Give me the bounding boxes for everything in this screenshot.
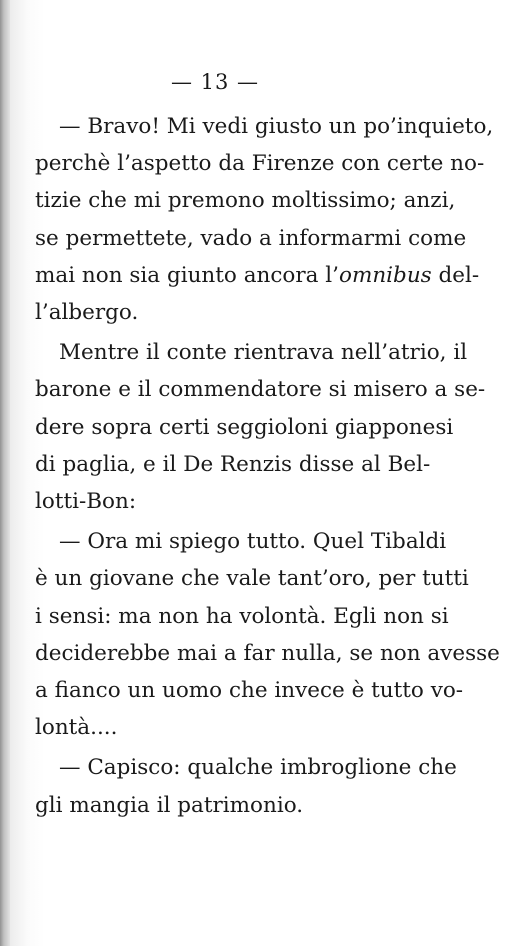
text-line: l’albergo.	[35, 300, 139, 326]
text-line: — Ora mi spiego tutto. Quel Tibaldi	[59, 529, 447, 555]
paragraph-4	[35, 749, 457, 823]
text-segment: del-	[431, 262, 480, 288]
page-binding-edge	[0, 0, 10, 946]
text-line: — Bravo! Mi vedi giusto un po’inquieto,	[59, 114, 494, 139]
body-text	[35, 108, 500, 824]
paragraph-2	[35, 334, 486, 520]
text-line: perchè l’aspetto da Firenze con certe no-	[35, 151, 485, 177]
text-line: lotti-Bon:	[35, 489, 137, 515]
text-line: di paglia, e il De Renzis disse al Bel-	[35, 451, 431, 477]
text-line: gli mangia il patrimonio.	[35, 792, 304, 818]
text-line: Mentre il conte rientrava nell’atrio, il	[59, 340, 468, 366]
text-line: — Capisco: qualche imbroglione che	[59, 755, 457, 781]
text-line: i sensi: ma non ha volontà. Egli non si	[35, 603, 449, 629]
text-line: se permettete, vado a informarmi come	[35, 225, 467, 251]
italic-term: omnibus	[339, 262, 432, 288]
text-line: barone e il commendatore si misero a se-	[35, 377, 486, 403]
text-line: deciderebbe mai a far nulla, se non avesse	[35, 640, 500, 666]
text-line: a fianco un uomo che invece è tutto vo-	[35, 678, 464, 704]
text-line: è un giovane che vale tant’oro, per tutti	[35, 566, 469, 592]
text-line: tizie che mi premono moltissimo; anzi,	[35, 188, 456, 214]
text-line	[35, 257, 480, 294]
page-number: — 13 —	[170, 70, 260, 94]
text-segment: mai non sia giunto ancora l’	[35, 262, 339, 288]
text-line: lontà....	[35, 715, 118, 741]
paragraph-3	[35, 523, 500, 746]
text-line: dere sopra certi seggioloni giapponesi	[35, 414, 454, 440]
paragraph-1	[35, 108, 494, 331]
